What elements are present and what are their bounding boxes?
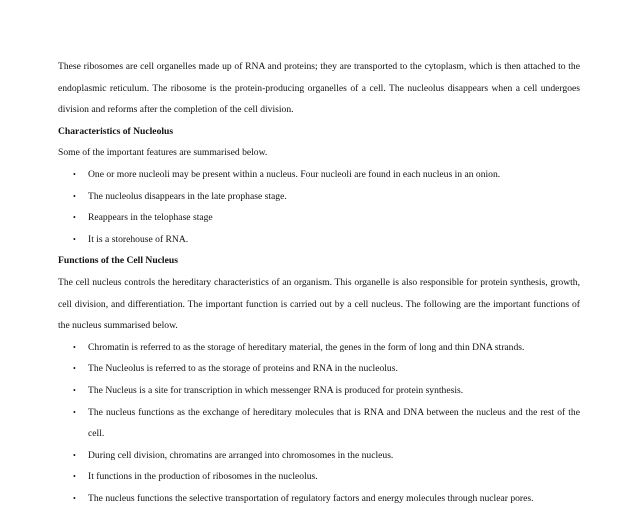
list-item-text: Reappears in the telophase stage [88, 212, 213, 224]
list-item [58, 337, 580, 359]
bullet-icon: • [73, 450, 76, 460]
list-item-text: The Nucleolus is referred to as the storage of proteins and RNA in the nucleolus. [88, 363, 398, 375]
list-item-text: It is a storehouse of RNA. [88, 233, 189, 245]
bullet-icon: • [73, 169, 76, 179]
list-item-text: The nucleus functions the selective transportation of regulatory factors and energy molecules through nuclear pores. [88, 492, 534, 504]
list-item [58, 445, 580, 467]
bullet-icon: • [73, 493, 76, 503]
bullet-icon: • [73, 234, 76, 244]
section-heading-nucleolus: Characteristics of Nucleolus [58, 125, 174, 137]
list-item-text: The Nucleus is a site for transcription in which messenger RNA is produced for protein synthesis. [88, 384, 464, 396]
list-item [58, 466, 580, 488]
section-intro-functions: The cell nucleus controls the hereditary characteristics of an organism. This organelle is also responsible for protein synthesis, growth, cell division, and differentiation. The important function is carried out by a cell nucleus. The following are the important functions of the nucleus summarised below. [58, 276, 580, 332]
list-item [58, 229, 580, 251]
bullet-icon: • [73, 472, 76, 482]
list-item-text: The nucleus functions as the exchange of hereditary molecules that is RNA and DNA between the nucleus and the rest of the cell. [88, 406, 580, 440]
bullet-icon: • [73, 191, 76, 201]
nucleolus-features-list [58, 164, 580, 250]
list-item [58, 488, 580, 509]
bullet-icon: • [73, 213, 76, 223]
list-item [58, 402, 580, 445]
list-item [58, 164, 580, 186]
list-item-text: It functions in the production of ribosomes in the nucleolus. [88, 471, 318, 483]
intro-paragraph: These ribosomes are cell organelles made up of RNA and proteins; they are transported to the cytoplasm, which is then attached to the endoplasmic reticulum. The ribosome is the protein-producing organelles of a cell. The nucleolus disappears when a cell undergoes division and reforms after the completion of the cell division. [58, 61, 580, 116]
list-item [58, 358, 580, 380]
list-item-text: During cell division, chromatins are arranged into chromosomes in the nucleus. [88, 449, 394, 461]
bullet-icon: • [73, 385, 76, 395]
bullet-icon: • [73, 407, 76, 417]
section-intro-nucleolus: Some of the important features are summarised below. [58, 147, 268, 159]
document-page [58, 56, 580, 509]
list-item [58, 380, 580, 402]
section-heading-functions: Functions of the Cell Nucleus [58, 255, 178, 267]
list-item-text: Chromatin is referred to as the storage of hereditary material, the genes in the form of long and thin DNA strands. [88, 341, 525, 353]
list-item-text: One or more nucleoli may be present within a nucleus. Four nucleoli are found in each nucleus in an onion. [88, 168, 501, 180]
bullet-icon: • [73, 342, 76, 352]
nucleus-functions-list [58, 337, 580, 509]
bullet-icon: • [73, 364, 76, 374]
list-item [58, 186, 580, 208]
list-item [58, 207, 580, 229]
list-item-text: The nucleolus disappears in the late prophase stage. [88, 190, 287, 202]
